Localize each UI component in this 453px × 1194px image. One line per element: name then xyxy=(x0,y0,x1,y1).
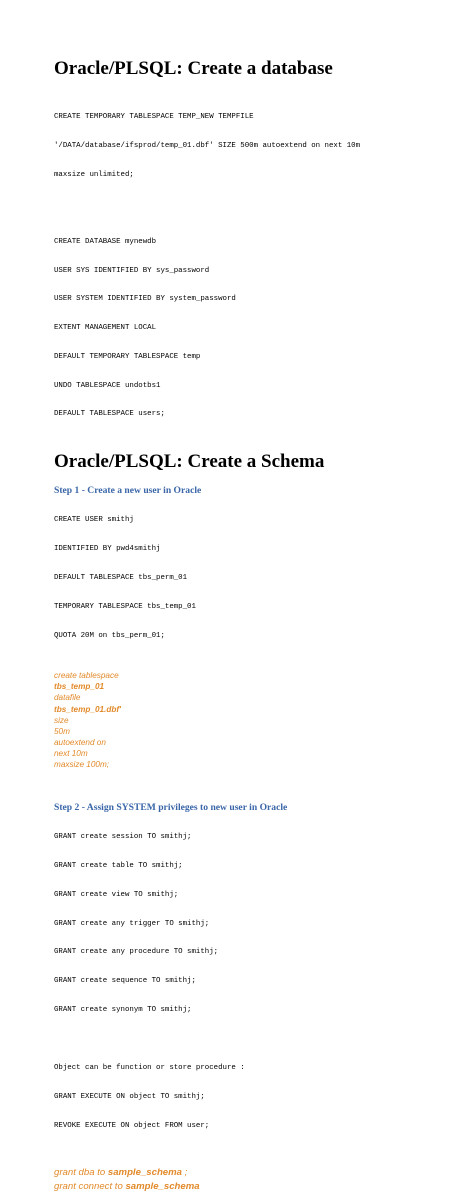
section-title-create-database: Oracle/PLSQL: Create a database xyxy=(54,58,333,79)
section-title-create-schema: Oracle/PLSQL: Create a Schema xyxy=(54,451,325,473)
code-line: TEMPORARY TABLESPACE tbs_temp_01 xyxy=(54,602,196,611)
note-line: datafile xyxy=(54,693,81,703)
note-line: maxsize 100m; xyxy=(54,760,110,770)
note-line: autoextend on xyxy=(54,737,106,747)
grant-dba-prefix: grant dba to xyxy=(54,1167,108,1179)
create-user-code xyxy=(54,497,426,660)
code-line: GRANT create sequence TO smithj; xyxy=(54,977,196,986)
grant-dba-schema: sample_schema xyxy=(107,1167,183,1179)
code-line: REVOKE EXECUTE ON object FROM user; xyxy=(54,1121,210,1130)
code-line: USER SYS IDENTIFIED BY sys_password xyxy=(54,266,210,275)
code-line: IDENTIFIED BY pwd4smithj xyxy=(54,545,161,554)
grant-dba-line xyxy=(54,1166,426,1180)
note-line: size xyxy=(54,715,69,725)
note-line: create tablespace xyxy=(54,671,119,681)
grant-connect-schema: sample_schema xyxy=(125,1181,200,1193)
code-line: QUOTA 20M on tbs_perm_01; xyxy=(54,631,165,640)
code-line: DEFAULT TABLESPACE users; xyxy=(54,410,165,419)
code-line: DEFAULT TEMPORARY TABLESPACE temp xyxy=(54,352,201,361)
grant-connect-line xyxy=(54,1180,426,1194)
code-line: DEFAULT TABLESPACE tbs_perm_01 xyxy=(54,573,188,582)
code-line: CREATE USER smithj xyxy=(54,516,134,525)
code-line: GRANT create view TO smithj; xyxy=(54,890,179,899)
note-line: tbs_temp_01 xyxy=(54,682,105,692)
code-line: '/DATA/database/ifsprod/temp_01.dbf' SIZE 500m autoextend on next 10m xyxy=(54,141,361,150)
code-line: GRANT create any trigger TO smithj; xyxy=(54,919,210,928)
code-line: GRANT create session TO smithj; xyxy=(54,833,192,842)
code-line: GRANT create synonym TO smithj; xyxy=(54,1006,192,1014)
code-line: GRANT create any procedure TO smithj; xyxy=(54,948,219,957)
code-line: GRANT EXECUTE ON object TO smithj; xyxy=(54,1092,205,1101)
code-line: maxsize unlimited; xyxy=(54,170,134,179)
tablespace-notes xyxy=(54,670,426,770)
code-line: GRANT create table TO smithj; xyxy=(54,862,183,871)
grant-connect-prefix: grant connect to xyxy=(54,1181,126,1193)
grant-notes xyxy=(54,1166,426,1194)
note-line: next 10m xyxy=(54,748,88,758)
execute-grant-code xyxy=(54,1045,426,1151)
document-page xyxy=(54,58,426,1194)
step2-heading: Step 2 - Assign SYSTEM privileges to new user in Oracle xyxy=(54,802,288,814)
note-line: tbs_temp_01.dbf' xyxy=(54,704,122,714)
code-line: EXTENT MANAGEMENT LOCAL xyxy=(54,324,157,333)
code-line: USER SYSTEM IDENTIFIED BY system_password xyxy=(54,295,236,304)
grant-dba-suffix: ; xyxy=(182,1167,188,1179)
note-line: 50m xyxy=(54,726,70,736)
code-line: CREATE TEMPORARY TABLESPACE TEMP_NEW TEMPFILE xyxy=(54,113,254,122)
grant-privileges-code xyxy=(54,814,426,1035)
code-line: UNDO TABLESPACE undotbs1 xyxy=(54,381,161,390)
step1-heading: Step 1 - Create a new user in Oracle xyxy=(54,485,202,497)
code-line: CREATE DATABASE mynewdb xyxy=(54,237,157,246)
create-database-code xyxy=(54,219,426,440)
code-line: Object can be function or store procedure : xyxy=(54,1063,245,1072)
temp-tablespace-code xyxy=(54,94,426,200)
